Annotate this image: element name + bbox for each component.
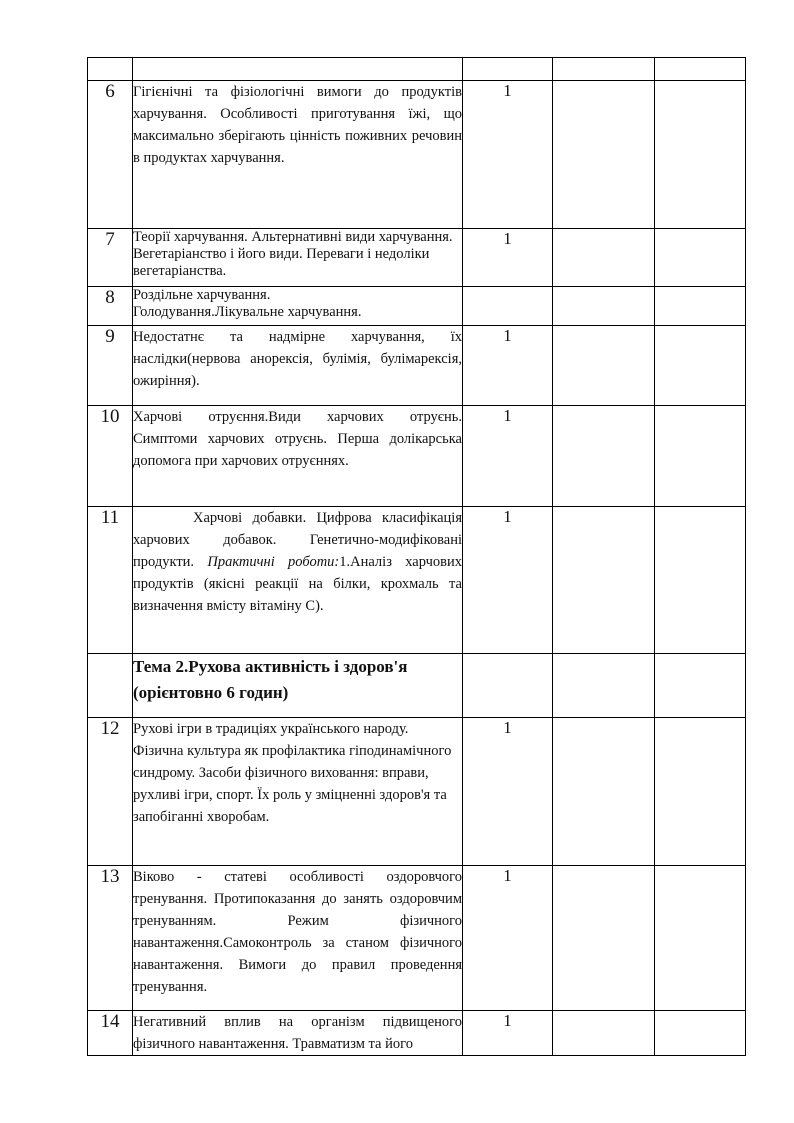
empty-cell: [655, 654, 746, 718]
lesson-number: 12: [88, 718, 133, 866]
lesson-hours: 1: [463, 866, 553, 1011]
empty-cell: [655, 507, 746, 654]
empty-cell: [655, 406, 746, 507]
lesson-topic: [133, 1011, 463, 1056]
lesson-topic-line: Роздільне харчування.: [133, 287, 271, 303]
empty-cell: [553, 326, 655, 406]
empty-cell: [553, 58, 655, 81]
lesson-number: 9: [88, 326, 133, 406]
lesson-topic-text: Харчові отруєння.Види харчових отруєнь. Симптоми харчових отруєнь. Перша долікарська допомога при харчових отруєннях.: [133, 409, 462, 469]
empty-cell: [133, 58, 463, 81]
table-row: [88, 58, 746, 81]
empty-cell: [553, 1011, 655, 1056]
lesson-number: 8: [88, 287, 133, 326]
lesson-topic: [133, 229, 463, 287]
empty-cell: [655, 1011, 746, 1056]
empty-cell: [553, 406, 655, 507]
lesson-hours: 1: [463, 406, 553, 507]
lesson-topic: [133, 866, 463, 1011]
lesson-topic: [133, 507, 463, 654]
table-row: [88, 1011, 746, 1056]
lesson-hours: [463, 287, 553, 326]
table-row: [88, 229, 746, 287]
empty-cell: [655, 81, 746, 229]
lesson-topic: [133, 718, 463, 866]
lesson-hours: 1: [463, 718, 553, 866]
empty-cell: [553, 229, 655, 287]
empty-cell: [88, 654, 133, 718]
topic-heading: Тема 2.Рухова активність і здоров'я (орієнтовно 6 годин): [133, 654, 463, 718]
empty-cell: [553, 81, 655, 229]
empty-cell: [655, 866, 746, 1011]
empty-cell: [655, 718, 746, 866]
lesson-number: 6: [88, 81, 133, 229]
lesson-number: 11: [88, 507, 133, 654]
lesson-topic-part: Харчові добавки. Цифрова класифікація харчових добавок. Генетично-модифіковані продукти.: [133, 510, 462, 570]
empty-cell: [553, 507, 655, 654]
lesson-topic-text: Гігієнічні та фізіологічні вимоги до продуктів харчування. Особливості приготування їжі, що максимально зберігають цінність поживних речовин в продуктах харчування.: [133, 84, 462, 166]
lesson-topic-text: [133, 507, 462, 617]
lesson-topic-line: Голодування.Лікувальне харчування.: [133, 304, 362, 320]
empty-cell: [553, 654, 655, 718]
table-row: [88, 718, 746, 866]
lesson-topic: [133, 326, 463, 406]
lesson-number: 14: [88, 1011, 133, 1056]
lesson-hours: 1: [463, 326, 553, 406]
lesson-topic: [133, 406, 463, 507]
empty-cell: [655, 287, 746, 326]
empty-cell: [655, 229, 746, 287]
empty-cell: [553, 866, 655, 1011]
lesson-topic-part: 1.Аналіз харчових продуктів (якісні реакції на білки, крохмаль та визначення вмісту вітаміну С).: [133, 554, 462, 614]
lesson-number: 7: [88, 229, 133, 287]
empty-cell: [553, 718, 655, 866]
empty-cell: [553, 287, 655, 326]
empty-cell: [88, 58, 133, 81]
lesson-hours: 1: [463, 507, 553, 654]
lesson-topic-text: Негативний вплив на організм підвищеного фізичного навантаження. Травматизм та його: [133, 1014, 462, 1052]
lesson-number: 13: [88, 866, 133, 1011]
table-row: [88, 507, 746, 654]
empty-cell: [463, 58, 553, 81]
lesson-topic-text: Віково - статеві особливості оздоровчого тренування. Протипоказання до занять оздоровчим тренуванням. Режим фізичного навантаження.Самоконтроль за станом фізичного навантаження. Вимоги до правил проведення тренування.: [133, 869, 462, 995]
table-row: [88, 81, 746, 229]
table-row: [88, 654, 746, 718]
curriculum-table: [87, 57, 746, 1056]
table-row: [88, 326, 746, 406]
table-row: [88, 406, 746, 507]
practical-work-label: Практичні роботи:: [207, 554, 340, 570]
lesson-topic: [133, 81, 463, 229]
lesson-hours: 1: [463, 229, 553, 287]
lesson-hours: 1: [463, 81, 553, 229]
empty-cell: [463, 654, 553, 718]
lesson-hours: 1: [463, 1011, 553, 1056]
lesson-number: 10: [88, 406, 133, 507]
lesson-topic-text: Недостатнє та надмірне харчування, їх наслідки(нервова анорексія, булімія, булімарексія, ожиріння).: [133, 329, 462, 389]
table-row: [88, 287, 746, 326]
lesson-topic-text: Рухові ігри в традиціях українського народу. Фізична культура як профілактика гіподинамічного синдрому. Засоби фізичного виховання: вправи, рухливі ігри, спорт. Їх роль у зміцненні здоров'я та запобіганні хворобам.: [133, 721, 452, 825]
table-row: [88, 866, 746, 1011]
lesson-topic-text: Теорії харчування. Альтернативні види харчування. Вегетаріанство і його види. Переваги і недоліки вегетаріанства.: [133, 229, 453, 279]
empty-cell: [655, 326, 746, 406]
empty-cell: [655, 58, 746, 81]
lesson-topic: [133, 287, 463, 326]
